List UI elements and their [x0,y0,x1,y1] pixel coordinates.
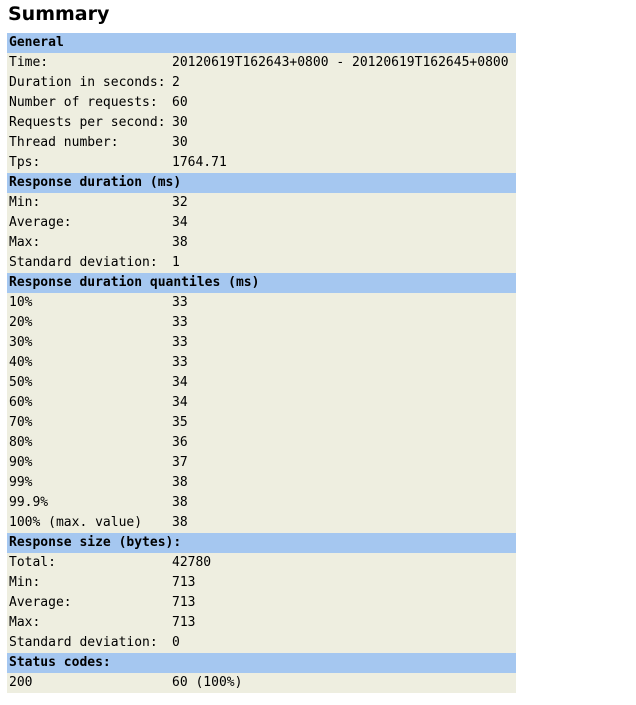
row-value: 1 [170,253,516,273]
row-value: 38 [170,473,516,493]
section-header-row [7,653,516,673]
row-value: 34 [170,393,516,413]
table-row [7,633,516,653]
row-value: 60 (100%) [170,673,516,693]
row-value: 1764.71 [170,153,516,173]
row-label: 99.9% [7,493,170,513]
section-header-row [7,33,516,53]
row-label: Min: [7,573,170,593]
table-row [7,53,516,73]
row-value: 33 [170,333,516,353]
row-value: 0 [170,633,516,653]
row-label: Requests per second: [7,113,170,133]
table-row [7,453,516,473]
row-value: 36 [170,433,516,453]
row-label: Duration in seconds: [7,73,170,93]
row-value: 33 [170,313,516,333]
section-header: Response duration (ms) [7,173,516,193]
row-value: 38 [170,513,516,533]
row-label: 100% (max. value) [7,513,170,533]
table-row [7,113,516,133]
row-label: Min: [7,193,170,213]
row-value: 34 [170,373,516,393]
table-row [7,253,516,273]
row-label: Standard deviation: [7,253,170,273]
row-label: 40% [7,353,170,373]
row-label: Standard deviation: [7,633,170,653]
section-header: Status codes: [7,653,516,673]
section-header-row [7,173,516,193]
row-label: 50% [7,373,170,393]
row-label: 20% [7,313,170,333]
row-value: 37 [170,453,516,473]
row-label: 60% [7,393,170,413]
section-header: General [7,33,516,53]
table-row [7,373,516,393]
row-value: 30 [170,113,516,133]
table-row [7,493,516,513]
row-label: Number of requests: [7,93,170,113]
row-value: 713 [170,613,516,633]
row-label: Tps: [7,153,170,173]
table-row [7,433,516,453]
table-row [7,313,516,333]
table-row [7,293,516,313]
table-row [7,133,516,153]
row-value: 2 [170,73,516,93]
row-label: 80% [7,433,170,453]
table-row [7,573,516,593]
row-label: Max: [7,613,170,633]
table-row [7,413,516,433]
row-value: 713 [170,573,516,593]
table-row [7,93,516,113]
row-value: 20120619T162643+0800 - 20120619T162645+0800 [170,53,516,73]
row-value: 35 [170,413,516,433]
table-row [7,333,516,353]
row-label: 90% [7,453,170,473]
section-header: Response size (bytes): [7,533,516,553]
table-row [7,153,516,173]
section-header-row [7,273,516,293]
table-row [7,393,516,413]
row-label: Average: [7,593,170,613]
table-row [7,593,516,613]
row-value: 713 [170,593,516,613]
row-value: 33 [170,293,516,313]
table-row [7,613,516,633]
row-value: 38 [170,233,516,253]
row-value: 30 [170,133,516,153]
row-label: Thread number: [7,133,170,153]
row-label: 99% [7,473,170,493]
row-label: Average: [7,213,170,233]
table-row [7,193,516,213]
table-row [7,73,516,93]
page-title: Summary [8,3,110,25]
section-header: Response duration quantiles (ms) [7,273,516,293]
row-value: 42780 [170,553,516,573]
table-row [7,513,516,533]
table-row [7,353,516,373]
table-row [7,553,516,573]
summary-table-body [7,33,516,693]
table-row [7,233,516,253]
row-value: 60 [170,93,516,113]
table-row [7,473,516,493]
row-value: 33 [170,353,516,373]
row-value: 38 [170,493,516,513]
row-label: 30% [7,333,170,353]
row-label: 70% [7,413,170,433]
table-row [7,673,516,693]
row-value: 32 [170,193,516,213]
table-row [7,213,516,233]
section-header-row [7,533,516,553]
row-label: Max: [7,233,170,253]
row-value: 34 [170,213,516,233]
row-label: Total: [7,553,170,573]
summary-table [7,33,516,693]
row-label: 200 [7,673,170,693]
row-label: 10% [7,293,170,313]
row-label: Time: [7,53,170,73]
